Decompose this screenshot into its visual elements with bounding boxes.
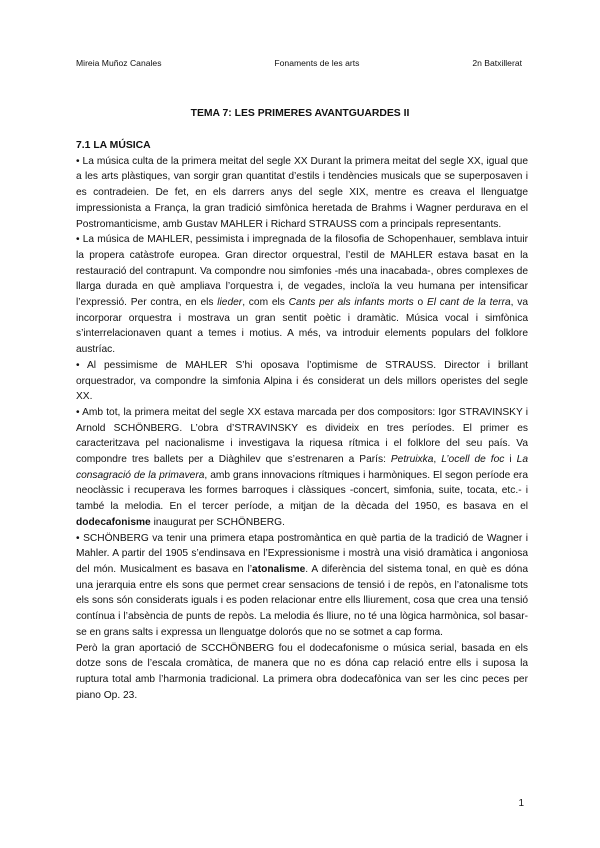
paragraph-4-text-a: • Amb tot, la primera meitat del segle XX estava marcada per dos compositors: Igor STRAVINSKY i Arnold SCHÖNBERG. L’obra d’STRAVINSKY es divideix en tres períodes. El primer es caracteritzava pel nacionalisme i investigava la riquesa rítmica i el folklore del seu país. Va compondre tres ballets per a Diàghilev que s’estrenaren a París: [76, 406, 528, 466]
paragraph-6-text: Però la gran aportació de SCCHÖNBERG fou el dodecafonisme o música serial, basada en els dotze sons de l’escala cromàtica, de manera que no es dóna cap relació entre ells i suposa la ruptura total amb l’harmonia tradicional. La primera obra dodecafònica van ser les cinc peces per piano Op. 23. [76, 642, 528, 701]
page-header [76, 58, 522, 68]
paragraph-4-emphasis-2: L’ocell de foc [441, 454, 505, 466]
header-course: Fonaments de les arts [274, 58, 360, 68]
header-level: 2n Batxillerat [472, 58, 522, 68]
paragraph-4-emphasis-3: La consagració de la primavera [76, 454, 528, 481]
paragraph-4-text-b: , [433, 454, 442, 466]
paragraph-1 [76, 154, 528, 233]
paragraph-1-text: • La música culta de la primera meitat del segle XX Durant la primera meitat del segle XX, igual que a les arts plàstiques, van sorgir gran quantitat d’estils i tendències musicals que se superposaven i es contradeien. De fet, en els darrers anys del segle XIX, mentre es creava el llenguatge impressionista a França, la gran tradició simfònica heretada de Brahms i Wagner perdurava en el Postromanticisme, amb Gustav MAHLER i Richard STRAUSS com a principals representants. [76, 155, 528, 230]
paragraph-5-strong: atonalisme [252, 563, 306, 575]
paragraph-5-text-b: . A diferència del sistema tonal, en què es dóna una jerarquia entre els sons que permet crear sensacions de tensió i de repòs, en l’atonalisme tots els sons són considerats iguals i es poden relacionar entre ells lliurement, cosa que crea una tensió contínua i l’absència de punts de repòs. La melodia és lliure, no té una lògica harmònica, sol basar-se en grans salts i expressa un llenguatge dolorós que no se sotmet a cap forma. [76, 563, 529, 638]
document-body [76, 138, 528, 703]
paragraph-5 [76, 531, 528, 641]
paragraph-2-text-c: o [413, 297, 427, 309]
paragraph-6 [76, 641, 528, 704]
paragraph-4-text-e: inaugurat per SCHÖNBERG. [150, 516, 285, 528]
paragraph-5-text-a: • SCHÖNBERG va tenir una primera etapa postromàntica en què partia de la tradició de Wagner i Mahler. A partir del 1905 s’endinsava en l’Expressionisme i mostrà una visió dramàtica i angoniosa del món. Musicalment es basava en l’ [76, 532, 528, 575]
paragraph-4 [76, 405, 528, 531]
paragraph-3-text: • Al pessimisme de MAHLER S’hi oposava l’optimisme de STRAUSS. Director i brillant orquestrador, va compondre la simfonia Alpina i és considerat un dels millors operistes del segle XX. [76, 359, 528, 403]
paragraph-4-text-d: , amb grans innovacions rítmiques i harmòniques. El segon període era neoclàssic i recuperava les formes barroques i clàssiques -concert, simfonia, suite, tocata, etc.- i també la melodia. En el tercer període, a mitjan de la dècada del 1950, es basava en el [76, 469, 528, 513]
section-heading: 7.1 LA MÚSICA [76, 140, 151, 151]
paragraph-4-text-c: i [504, 454, 517, 466]
paragraph-2 [76, 232, 528, 358]
paragraph-4-strong: dodecafonisme [76, 516, 151, 528]
paragraph-3 [76, 358, 528, 405]
paragraph-2-text-b: , com els [242, 297, 289, 309]
paragraph-2-text-d: , va incorporar orquestra i mostrava un gran sentit poètic i dramàtic. Música vocal i simfònica s’interrelacionaven quant a temes i motius. A més, va introduir elements populars del folklore austríac. [76, 297, 529, 356]
paragraph-2-text-a: • La música de MAHLER, pessimista i impregnada de la filosofia de Schopenhauer, semblava intuir la propera catàstrofe europea. Gran director orquestral, l’estil de MAHLER estava basat en la restauració del contrapunt. Va compondre nou simfonies -més una inacabada-, obres complexes de llarga durada en què ampliava l’orquestra i, de vegades, incloïa la veu humana per intensificar l’expressió. Per contra, en els [76, 234, 528, 309]
paragraph-2-emphasis-1: lieder [217, 297, 243, 309]
paragraph-2-emphasis-3: El cant de la terra [426, 297, 511, 309]
paragraph-4-emphasis-1: Petruixka [390, 454, 434, 466]
page-number: 1 [518, 798, 524, 809]
document-title: TEMA 7: LES PRIMERES AVANTGUARDES II [190, 108, 410, 119]
header-author: Mireia Muñoz Canales [76, 58, 162, 68]
paragraph-2-emphasis-2: Cants per als infants morts [288, 297, 414, 309]
